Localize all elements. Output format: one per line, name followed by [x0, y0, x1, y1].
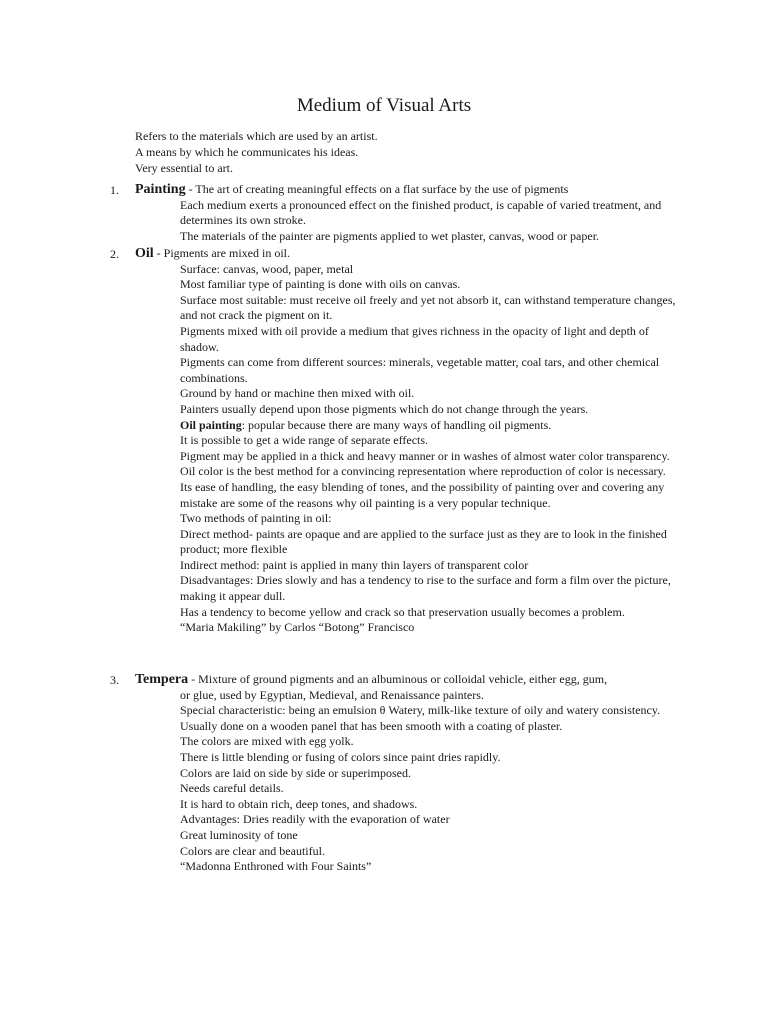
section-description: Mixture of ground pigments and an albuminous or colloidal vehicle, either egg, gum, [198, 672, 608, 686]
intro-line: Refers to the materials which are used by an artist. [135, 129, 378, 143]
section-items [110, 262, 690, 636]
list-item: Usually done on a wooden panel that has been smooth with a coating of plaster. [180, 718, 563, 733]
list-item: Oil color is the best method for a convincing representation where reproduction of color is necessary. [180, 464, 666, 479]
list-item: There is little blending or fusing of colors since paint dries rapidly. [180, 749, 501, 764]
section-description: The art of creating meaningful effects on a flat surface by the use of pigments [195, 182, 569, 196]
oil-painting-term: Oil painting [180, 417, 242, 432]
list-item: Surface: canvas, wood, paper, metal [180, 261, 354, 276]
list-item: “Madonna Enthroned with Four Saints” [180, 859, 372, 874]
list-item: Pigments can come from different sources: minerals, vegetable matter, coal tars, and other chemical combinations. [180, 355, 660, 385]
list-item: Indirect method: paint is applied in many thin layers of transparent color [180, 557, 529, 572]
list-item: Two methods of painting in oil: [180, 511, 332, 526]
intro-line: A means by which he communicates his ideas. [135, 145, 359, 159]
list-item: Colors are clear and beautiful. [180, 843, 325, 858]
section-oil [110, 246, 690, 636]
list-item: Direct method- paints are opaque and are applied to the surface just as they are to look in the finished product; more flexible [180, 526, 667, 557]
oil-painting-definition: : popular because there are many ways of handling oil pigments. [241, 417, 552, 432]
section-heading [110, 672, 690, 688]
section-number: 1. [110, 183, 119, 197]
section-number: 2. [110, 247, 119, 261]
list-item: Colors are laid on side by side or superimposed. [180, 765, 411, 780]
section-heading [110, 246, 690, 262]
section-heading [110, 182, 690, 198]
section-painting [110, 182, 690, 244]
section-separator: - [185, 182, 196, 196]
list-item: The materials of the painter are pigments applied to wet plaster, canvas, wood or paper. [180, 228, 600, 243]
list-item: Disadvantages: Dries slowly and has a tendency to rise to the surface and form a film over the picture, making it appear dull. [180, 573, 671, 604]
list-item: It is hard to obtain rich, deep tones, and shadows. [180, 796, 418, 811]
section-name: Painting [135, 182, 186, 197]
list-item: Surface most suitable: must receive oil freely and yet not absorb it, can withstand temperature changes, and not crack the pigment on it. [180, 292, 676, 323]
section-separator: - [188, 672, 199, 686]
list-item: It is possible to get a wide range of separate effects. [180, 433, 429, 448]
list-item: Pigments mixed with oil provide a medium that gives richness in the opacity of light and depth of shadow. [180, 323, 649, 354]
list-item: Most familiar type of painting is done with oils on canvas. [180, 277, 461, 292]
list-item: Special characteristic: being an emulsion θ Watery, milk-like texture of oily and watery consistency. [180, 703, 661, 718]
section-number: 3. [110, 673, 119, 687]
section-name: Oil [135, 246, 154, 261]
section-items [110, 703, 690, 875]
list-item: Ground by hand or machine then mixed with oil. [180, 386, 415, 401]
list-item: Its ease of handling, the easy blending of tones, and the possibility of painting over and covering any mistake are some of the reasons why oil painting is a very popular technique. [180, 479, 665, 510]
section-name: Tempera [135, 672, 189, 687]
intro-line: Very essential to art. [135, 161, 233, 175]
list-item: Pigment may be applied in a thick and heavy manner or in washes of almost water color transparency. [180, 448, 670, 463]
list-item: “Maria Makiling” by Carlos “Botong” Francisco [180, 620, 415, 635]
list-item: Has a tendency to become yellow and crack so that preservation usually becomes a problem. [180, 604, 625, 619]
intro-block [135, 128, 378, 176]
list-item: Painters usually depend upon those pigments which do not change through the years. [180, 401, 589, 416]
section-tempera [110, 672, 690, 875]
list-item: Great luminosity of tone [180, 827, 298, 842]
page-title: Medium of Visual Arts [296, 95, 472, 116]
section-description: Pigments are mixed in oil. [163, 246, 290, 260]
list-item-oil-painting [180, 418, 690, 434]
section-items [110, 198, 690, 245]
list-item: Each medium exerts a pronounced effect on the finished product, is capable of varied treatment, and determines its own stroke. [180, 197, 662, 228]
section-separator: - [153, 246, 164, 260]
list-item: Needs careful details. [180, 781, 284, 796]
list-item: The colors are mixed with egg yolk. [180, 734, 354, 749]
list-item: Advantages: Dries readily with the evaporation of water [180, 812, 450, 827]
section-description-continued: or glue, used by Egyptian, Medieval, and Renaissance painters. [180, 687, 484, 702]
